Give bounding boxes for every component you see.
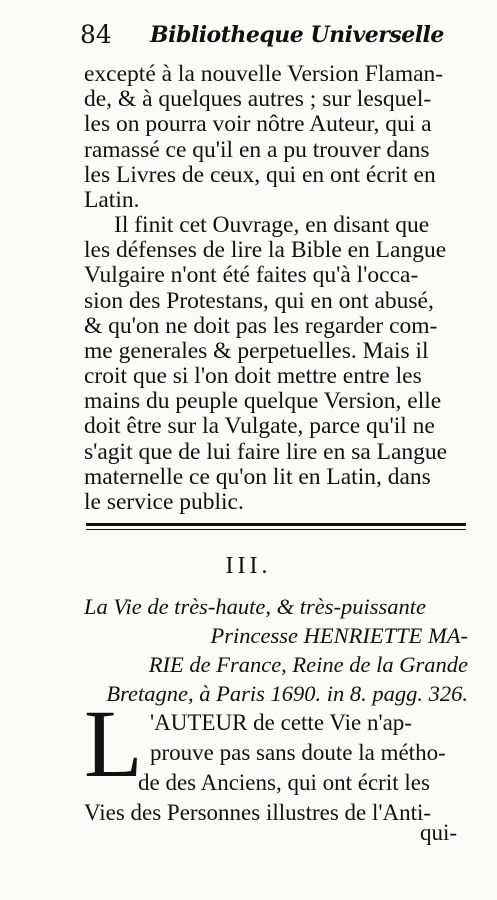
text-line: de, & à quelques autres ; sur lesquel-: [84, 87, 432, 113]
running-title: Bibliotheque Universelle: [150, 22, 444, 48]
text-line: mains du peuple quelque Version, elle: [84, 389, 442, 415]
text-line: Vies des Personnes illustres de l'Anti-: [84, 800, 432, 825]
citation-line: Princesse HENRIETTE MA-: [210, 623, 468, 648]
section-rule: [86, 523, 466, 526]
section-number: III.: [225, 553, 272, 579]
citation-line: La Vie de très-haute, & très-puissante: [84, 594, 427, 619]
text-line: ramassé ce qu'il en a pu trouver dans: [84, 137, 430, 163]
text-line: s'agit que de lui faire lire en sa Langue: [84, 439, 448, 465]
running-head: [80, 20, 477, 50]
text-line: sion des Protestans, qui en ont abusé,: [84, 288, 434, 314]
text-line: les on pourra voir nôtre Auteur, qui a: [84, 112, 432, 138]
text-line: le service public.: [84, 490, 244, 515]
text-line: excepté à la nouvelle Version Flaman-: [84, 62, 444, 87]
text-line: & qu'on ne doit pas les regarder com-: [84, 313, 438, 339]
citation-line: Bretagne, à Paris 1690. in 8. pagg. 326.: [106, 681, 468, 706]
text-line: Vulgaire n'ont été faites qu'à l'occa-: [84, 263, 419, 289]
text-line: 'AUTEUR de cette Vie n'ap-: [150, 710, 412, 735]
text-line: croit que si l'on doit mettre entre les: [84, 364, 422, 390]
text-line: me generales & perpetuelles. Mais il: [84, 338, 429, 364]
page-number: 84: [80, 20, 112, 49]
text-line: Il finit cet Ouvrage, en disant que: [114, 213, 430, 239]
drop-cap: L: [84, 690, 143, 797]
text-line: maternelle ce qu'on lit en Latin, dans: [84, 464, 431, 490]
catchword: qui-: [419, 820, 457, 845]
section-rule-thin: [86, 529, 466, 530]
text-line: de des Anciens, qui ont écrit les: [138, 770, 430, 795]
text-line: prouve pas sans doute la métho-: [150, 740, 446, 765]
text-line: les Livres de ceux, qui en ont écrit en: [84, 162, 436, 188]
text-line: Latin.: [84, 187, 140, 213]
citation-line: RIE de France, Reine de la Grande: [148, 652, 468, 677]
text-line: les défenses de lire la Bible en Langue: [84, 238, 447, 264]
text-line: doit être sur la Vulgate, parce qu'il ne: [84, 414, 435, 440]
